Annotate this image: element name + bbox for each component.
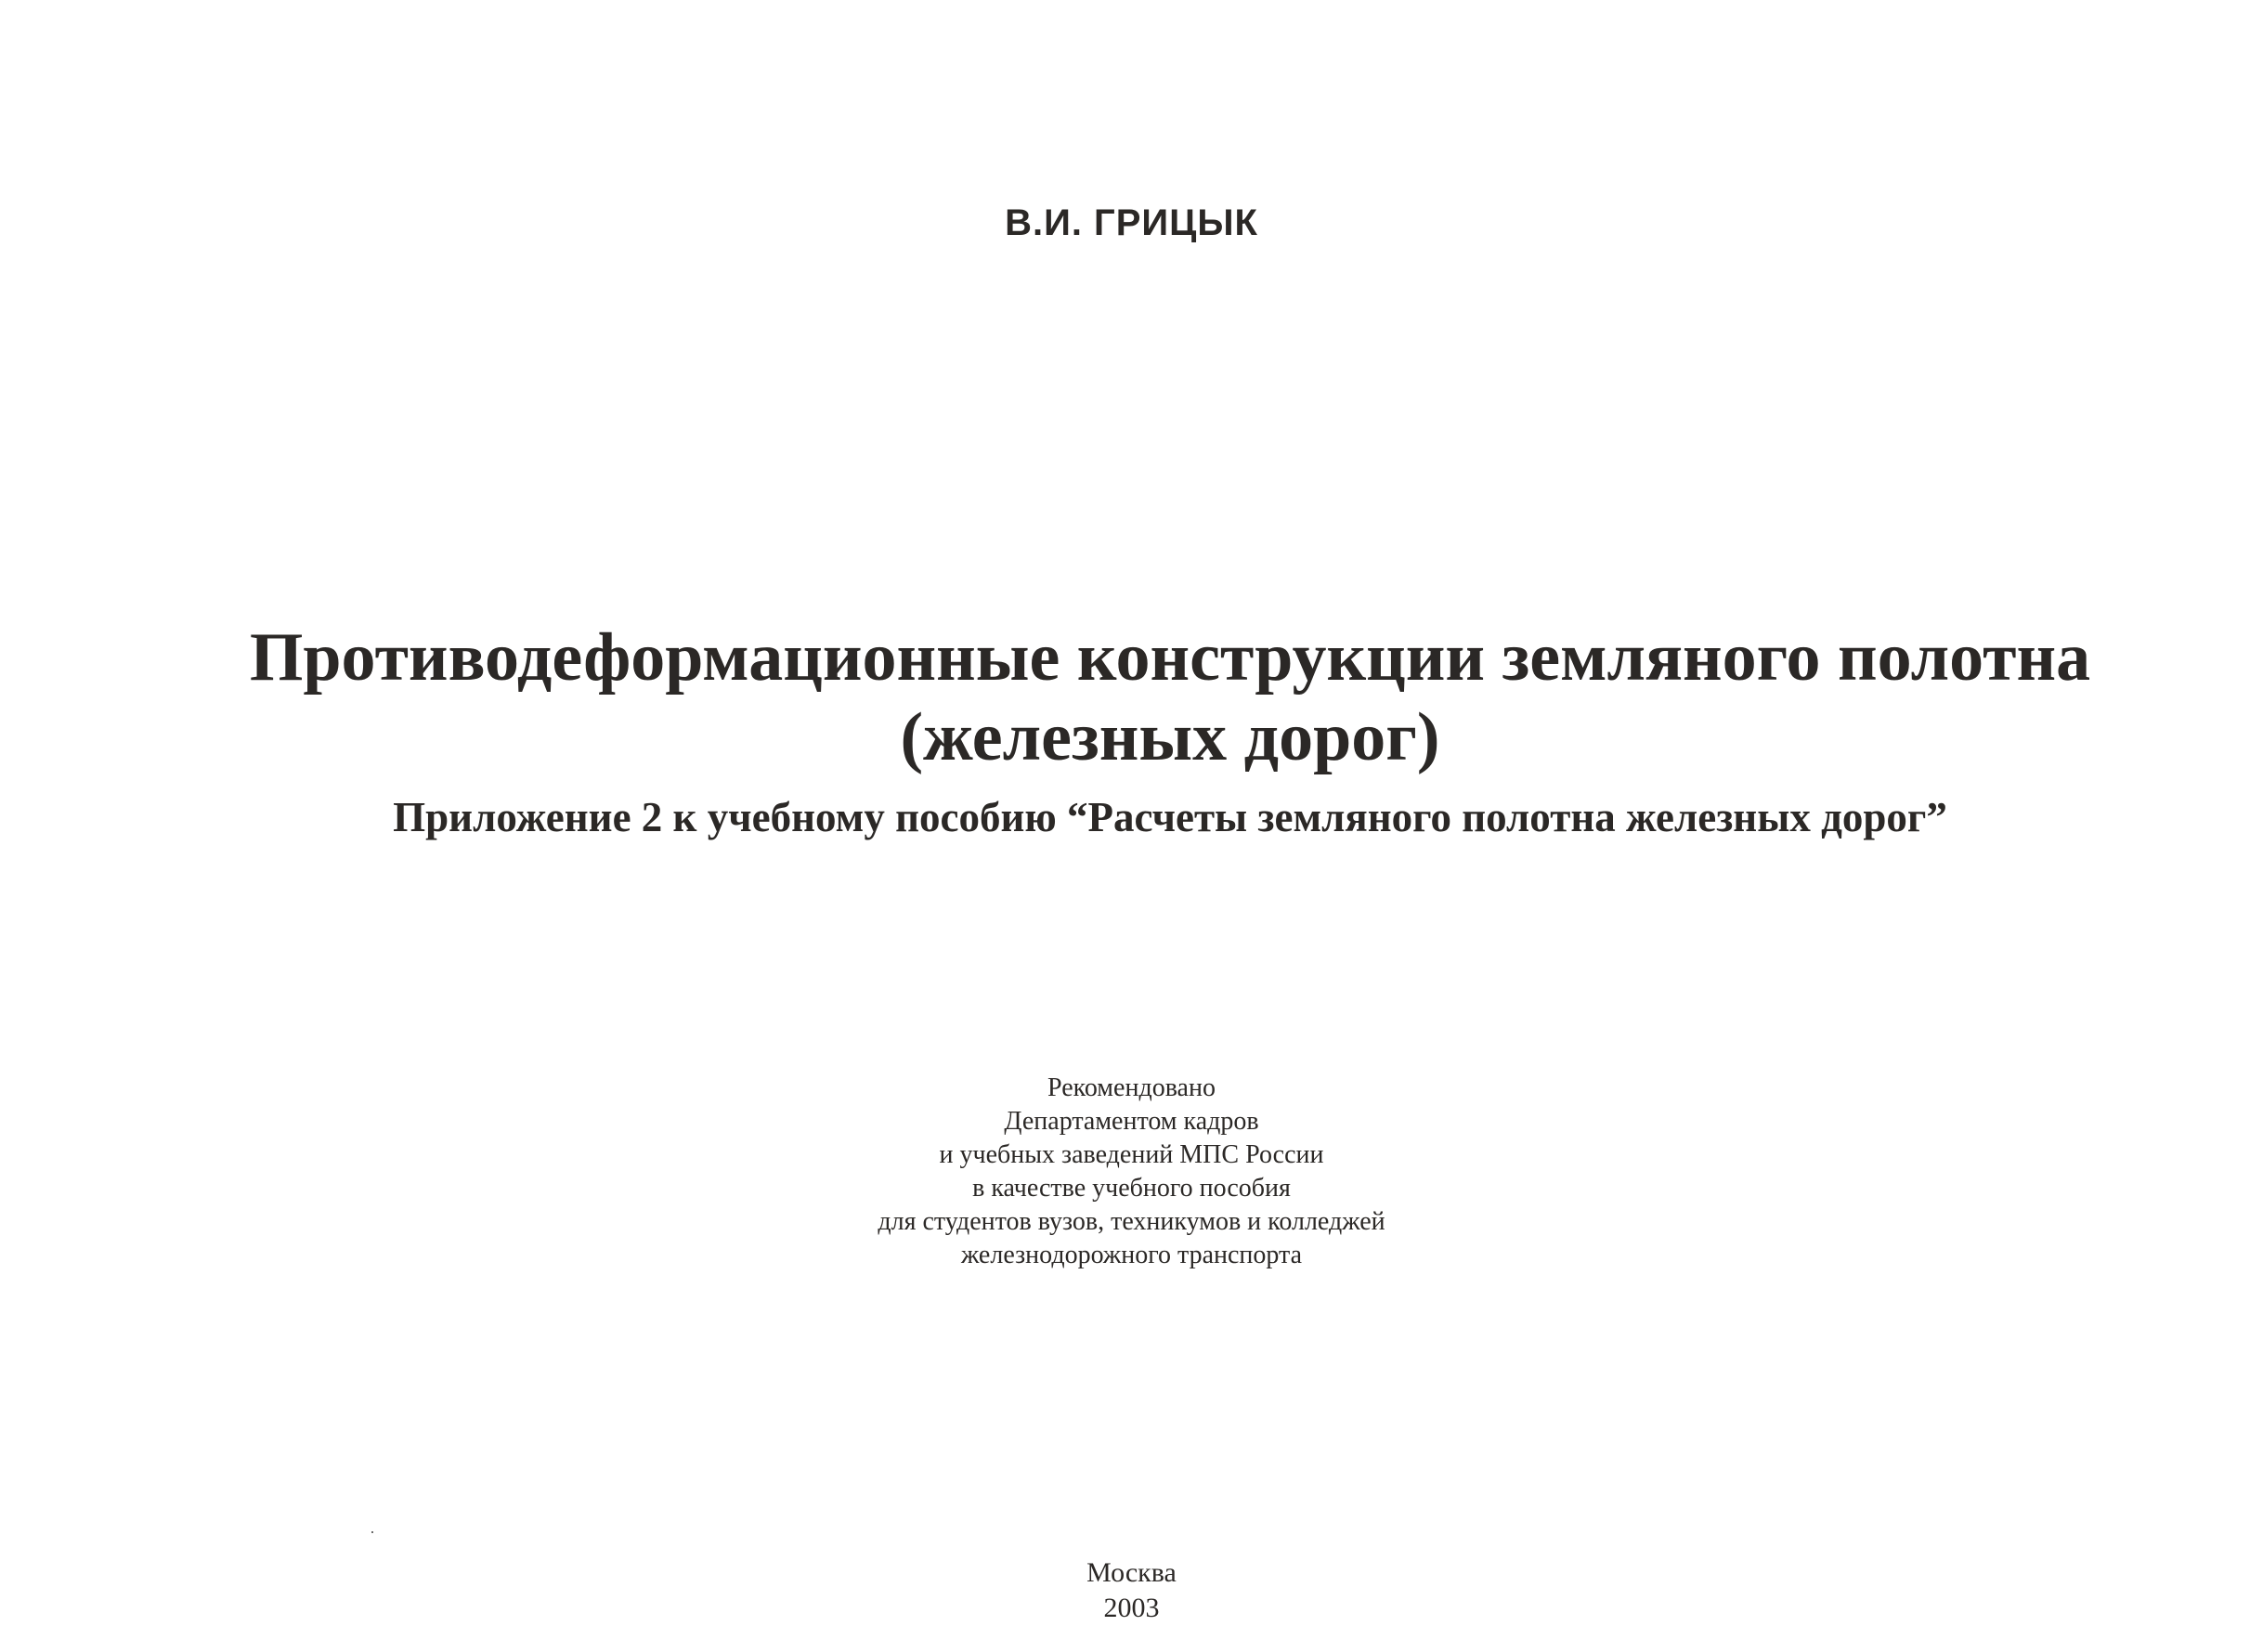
title-block — [111, 618, 2229, 844]
scan-speck — [371, 1531, 373, 1533]
main-title-line-2: (железных дорог) — [900, 699, 1440, 775]
publication-city: Москва — [1086, 1557, 1177, 1588]
recommendation-line: Рекомендовано — [1047, 1073, 1216, 1102]
recommendation-line: для студентов вузов, техникумов и колледжей — [878, 1207, 1385, 1236]
publication-year: 2003 — [1103, 1593, 1160, 1623]
subtitle: Приложение 2 к учебному пособию “Расчеты земляного полотна железных дорог” — [393, 794, 1947, 840]
recommendation-line: Департаментом кадров — [1004, 1107, 1259, 1136]
author-name: В.И. ГРИЦЫК — [1005, 202, 1258, 243]
imprint-block — [0, 1555, 2263, 1626]
recommendation-line: в качестве учебного пособия — [972, 1174, 1291, 1203]
recommendation-line: железнодорожного транспорта — [960, 1241, 1303, 1269]
recommendation-line: и учебных заведений МПС России — [939, 1140, 1324, 1169]
main-title-line-1: Противодеформационные конструкции земляного полотна — [249, 619, 2091, 696]
recommendation-block — [0, 1072, 2263, 1272]
